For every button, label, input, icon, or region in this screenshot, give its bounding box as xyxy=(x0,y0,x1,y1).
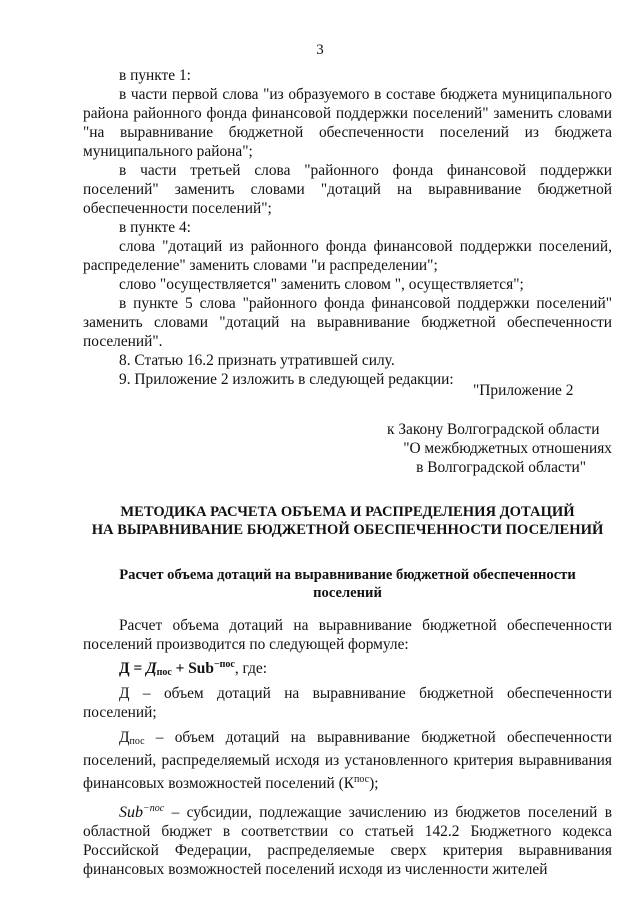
definition-d: Д – объем дотаций на выравнивание бюджетной обеспеченности поселений; xyxy=(83,685,612,721)
formula-section xyxy=(83,616,612,879)
law-line: "О межбюджетных отношениях xyxy=(403,440,612,457)
section-title: Расчет объема дотаций на выравнивание бюджетной обеспеченности поселений xyxy=(119,567,576,601)
definition-dpos: $Д_{пос}$ – объем дотаций на выравнивание бюджетной обеспеченности поселений, распределяемый исходя из установленного критерия выравнивания финансовых возможностей поселений $(К^{пос})$; xyxy=(83,729,612,792)
paragraph: в пункте 1: xyxy=(119,67,191,84)
paragraph: 9. Приложение 2 изложить в следующей редакции: xyxy=(119,371,454,388)
main-title-line: НА ВЫРАВНИВАНИЕ БЮДЖЕТНОЙ ОБЕСПЕЧЕННОСТИ ПОСЕЛЕНИЙ xyxy=(91,522,604,538)
appendix-label: "Приложение 2 xyxy=(473,382,574,399)
formula: $Д = Д_{пос} + Sub^{-пос}$ xyxy=(119,659,235,678)
law-line: в Волгоградской области" xyxy=(416,459,586,476)
page-number: 3 xyxy=(316,42,324,58)
formula-tail: , где: xyxy=(234,660,268,677)
definition-sub: Sub$^{-пос}$ – субсидии, подлежащие зачислению из бюджетов поселений в областной бюджет в соответствии со статьей 142.2 Бюджетного кодекса Российской Федерации, распределяемые сверх критерия выравнивания финансовых возможностей поселений исходя из численности жителей xyxy=(83,803,612,878)
main-title xyxy=(83,503,612,539)
paragraph: слово "осуществляется" заменить словом ", осуществляется"; xyxy=(119,276,524,293)
amendments-block xyxy=(83,66,612,389)
paragraph: в пункте 5 слова "районного фонда финансовой поддержки поселений" заменить словами "дотаций на выравнивание бюджетной обеспеченности поселений". xyxy=(83,295,612,350)
paragraph: слова "дотаций из районного фонда финансовой поддержки поселений, распределение" заменить словами "и распределении"; xyxy=(83,238,612,274)
intro-paragraph: Расчет объема дотаций на выравнивание бюджетной обеспеченности поселений производится по следующей формуле: xyxy=(83,617,612,653)
paragraph: в пункте 4: xyxy=(119,219,191,236)
paragraph: в части третьей слова "районного фонда финансовой поддержки поселений" заменить словами "дотаций на выравнивание бюджетной обеспеченности поселений"; xyxy=(83,162,612,217)
paragraph: в части первой слова "из образуемого в составе бюджета муниципального района районного фонда финансовой поддержки поселений" заменить словами "на выравнивание бюджетной обеспеченности поселений из бюджета муниципального района"; xyxy=(83,86,612,160)
main-title-line: МЕТОДИКА РАСЧЕТА ОБЪЕМА И РАСПРЕДЕЛЕНИЯ ДОТАЦИЙ xyxy=(120,504,575,520)
appendix-law-reference xyxy=(380,420,612,477)
paragraph: 8. Статью 16.2 признать утратившей силу. xyxy=(119,352,395,369)
formula-line xyxy=(83,654,612,684)
law-line: к Закону Волгоградской области xyxy=(387,421,600,438)
